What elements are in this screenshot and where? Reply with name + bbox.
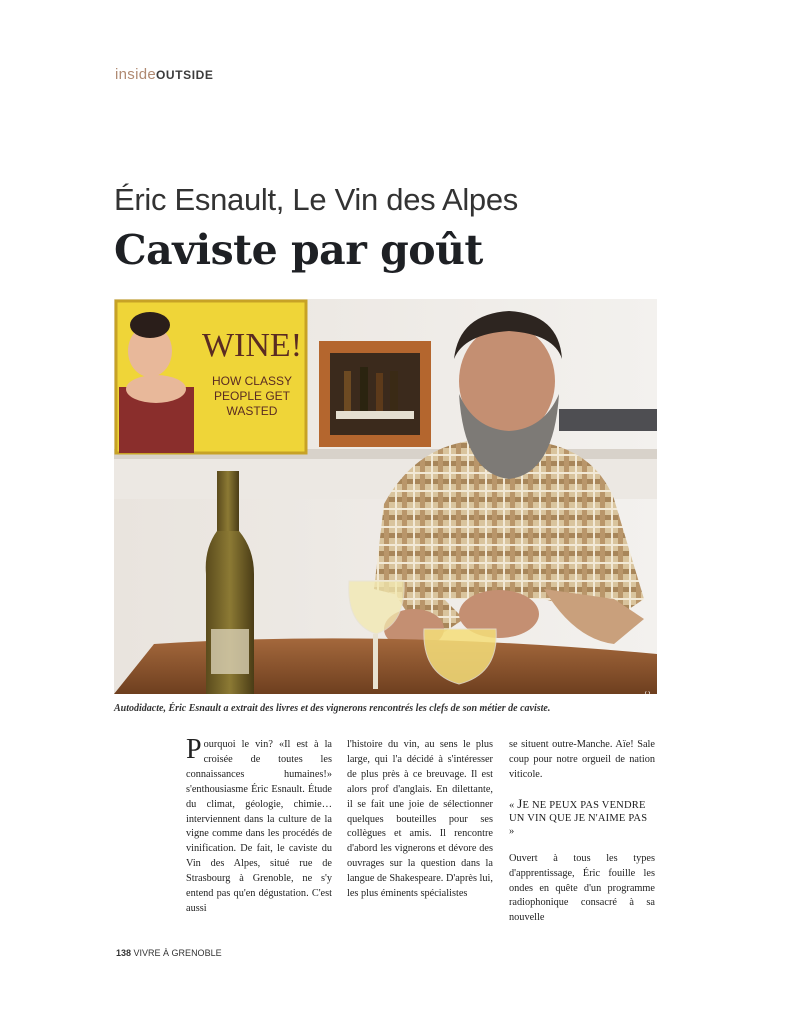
column-3-text-top: se situent outre-Manche. Aïe! Sale coup pour notre orgueil de nation viticole. [509, 739, 655, 780]
article-column-2 [347, 738, 493, 902]
photo-illustration [114, 299, 657, 705]
column-1-text: ourquoi le vin? «Il est à la croisée de toutes les connaissances humaines!» s'enthousiasme Éric Esnault. Étude du climat, géologie, chimie… interviennent dans la culture de la vigne comme dans les procédés de vinification. De fait, le caviste du Vin des Alpes, situé rue de Strasbourg à Grenoble, ne s'y entend pas qu'en dégustation. C'est aussi [186, 739, 332, 914]
photo-caption: Autodidacte, Éric Esnault a extrait des livres et des vignerons rencontrés les clefs de son métier de caviste. [114, 703, 551, 714]
pull-quote-line-1: E NE PEUX PAS VENDRE [522, 799, 646, 811]
pull-quote-open: « [509, 799, 518, 811]
pull-quote-capital: J [517, 795, 523, 811]
sign-line-3: WASTED [226, 404, 278, 418]
article-photo [114, 299, 657, 705]
article-kicker: Éric Esnault, Le Vin des Alpes [114, 182, 519, 217]
rubric-outside: OUTSIDE [156, 68, 214, 82]
article-headline: Caviste par goût [114, 226, 483, 274]
drop-cap: P [186, 734, 202, 765]
pull-quote-line-2: UN VIN QUE JE N'AIME PAS » [509, 812, 648, 837]
section-rubric [115, 66, 214, 83]
pull-quote [509, 797, 655, 838]
sign-line-2: PEOPLE GET [213, 389, 291, 403]
sign-line-1: HOW CLASSY [211, 374, 293, 388]
rubric-inside: inside [115, 66, 156, 83]
sign-title: WINE! [201, 327, 303, 364]
magazine-name: VIVRE À GRENOBLE [133, 948, 222, 958]
article-column-3 [509, 738, 655, 926]
page-number: 138 [116, 948, 132, 958]
photo-credit: ©JC [645, 691, 652, 705]
article-column-1 [186, 734, 332, 917]
column-3-text-bottom: Ouvert à tous les types d'apprentissage, Éric fouille les ondes en quête d'un programme radiophonique consacré à sa nouvelle [509, 852, 655, 924]
page-footer [116, 948, 222, 958]
column-2-text: l'histoire du vin, au sens le plus large, qui l'a décidé à s'intéresser de plus près à ce breuvage. Il est alors prof d'anglais. En dilettante, il se fait une joie de sélectionner quelques bouteilles pour ses collègues et amis. Il rencontre d'abord les vignerons et dévore des ouvrages sur la question dans la langue de Shakespeare. D'après lui, les plus éminents spécialistes [347, 739, 493, 900]
